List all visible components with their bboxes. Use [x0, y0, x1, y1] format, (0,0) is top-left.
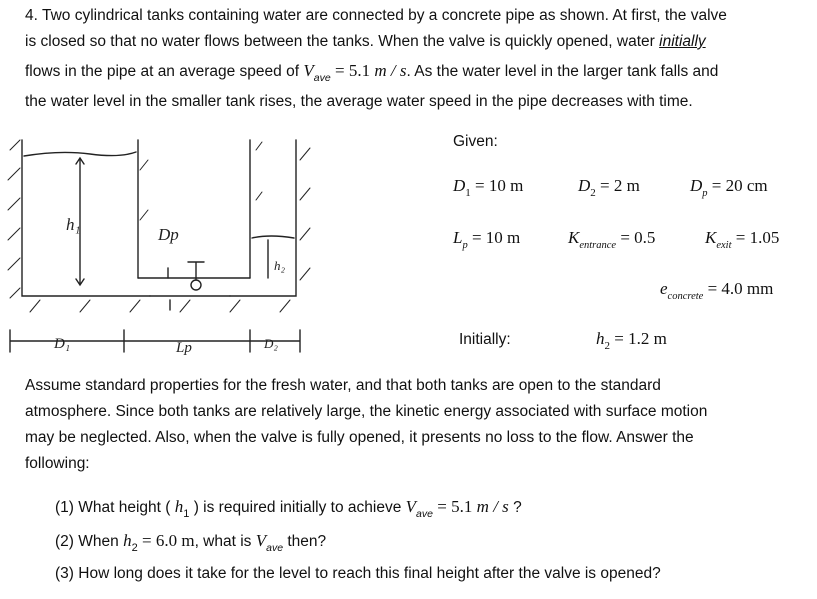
question-2: (2) When $h_2 = 6.0$ m, what is $V_{ave}$ then?	[55, 531, 327, 554]
d1-label: D₁	[54, 336, 71, 352]
h1-label: h₁	[66, 215, 81, 234]
lp-label: Lp	[176, 340, 192, 356]
given-lp: $L_p = 10$ m	[453, 228, 521, 251]
problem-line-3b: . As the water level in the larger tank falls and	[406, 63, 719, 80]
problem-number: 4.	[25, 7, 38, 24]
assume-line: Assume standard properties for the fresh water, and that both tanks are open to the standard	[25, 377, 661, 394]
assumptions	[25, 373, 805, 477]
problem-line-1: Two cylindrical tanks containing water are connected by a concrete pipe as shown. At first, the valve	[41, 7, 727, 24]
given-label: Given:	[453, 133, 498, 150]
problem-line-3a: flows in the pipe at an average speed of	[25, 63, 300, 80]
d2-label: D₂	[264, 336, 278, 351]
question-3: (3) How long does it take for the level to reach this final height after the valve is opened?	[55, 565, 661, 582]
small-tank-right-wall	[230, 140, 296, 296]
ave-subscript: ave	[313, 72, 331, 84]
h2-label: h₂	[274, 258, 286, 273]
problem-line-2: is closed so that no water flows between the tanks. When the valve is quickly opened, water	[25, 33, 655, 50]
v-symbol: V	[303, 61, 314, 80]
dp-label: Dp	[158, 225, 179, 244]
question-1: (1) What height ( $h_1$ ) is required initially to achieve $V_{ave} = 5.1$ m / s ?	[55, 497, 522, 520]
speed-value: = 5.1	[334, 61, 371, 80]
assume-line: may be neglected. Also, when the valve is fully opened, it presents no loss to the flow. Answer the	[25, 429, 694, 446]
water-surface-small	[252, 236, 294, 238]
given-k-entrance: $K_{entrance} = 0.5$	[568, 228, 656, 251]
given-dp: $D_p = 20$ cm	[690, 176, 768, 199]
tank-sketch	[0, 128, 340, 363]
speed-unit: m / s	[374, 61, 407, 80]
given-d2: $D_2 = 2$ m	[578, 176, 640, 199]
large-tank-wall	[22, 140, 150, 296]
given-k-exit: $K_{exit} = 1.05$	[705, 228, 780, 251]
given-d1: $D_1 = 10$ m	[453, 176, 524, 199]
assume-line: atmosphere. Since both tanks are relatively large, the kinetic energy associated with surface motion	[25, 403, 708, 420]
water-surface-large	[24, 152, 136, 156]
dp-arrow	[168, 268, 170, 310]
initial-h2: $h_2 = 1.2$ m	[596, 329, 667, 352]
initially-label: Initially:	[459, 331, 511, 348]
assume-line: following:	[25, 455, 90, 472]
problem-statement	[25, 3, 805, 115]
initially-emphasis: initially	[659, 33, 706, 50]
given-roughness: $e_{concrete} = 4.0$ mm	[660, 279, 774, 302]
problem-line-4: the water level in the smaller tank rises, the average water speed in the pipe decreases with time.	[25, 93, 693, 110]
valve-icon	[191, 280, 201, 290]
